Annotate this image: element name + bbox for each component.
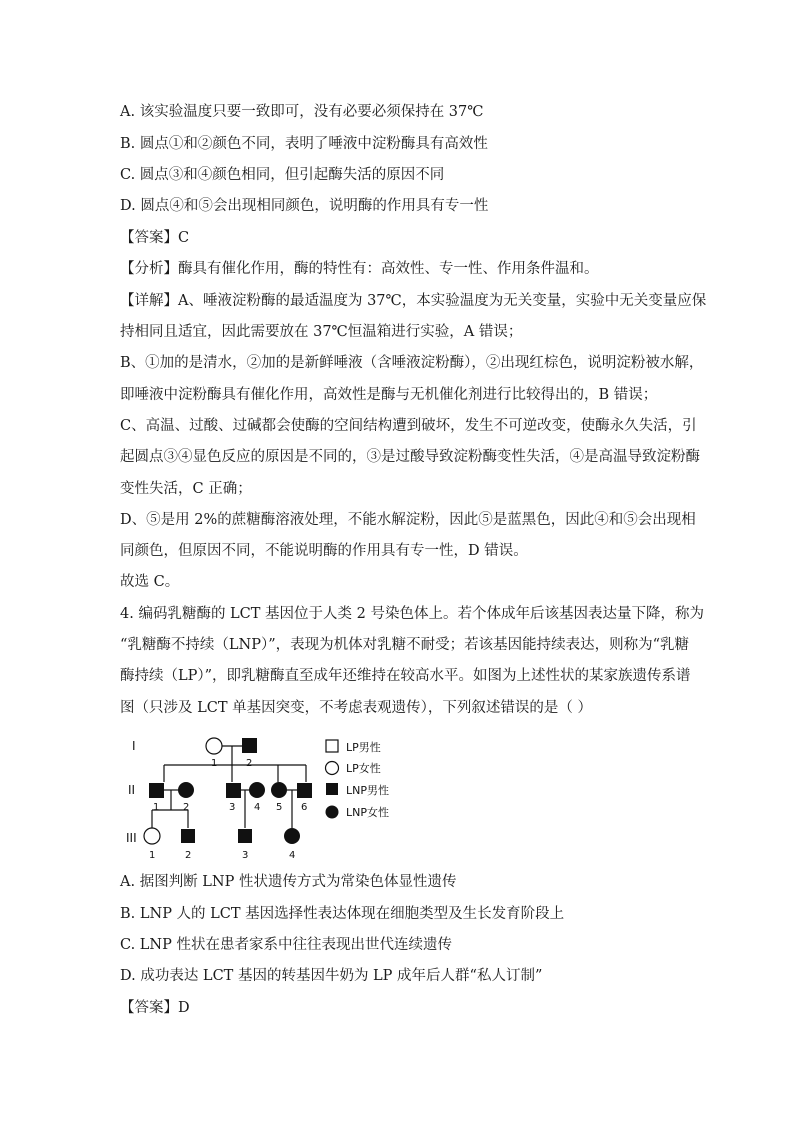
option-b: B. 圆点①和②颜色不同，表明了唾液中淀粉酶具有高效性 — [120, 136, 488, 152]
individual-number: 1 — [149, 850, 156, 861]
individual-number: 4 — [254, 802, 261, 813]
generation-label: II — [128, 783, 136, 797]
individual-number: 1 — [153, 802, 160, 813]
lnp-male-symbol — [149, 783, 164, 798]
question-4-option-b: B. LNP 人的 LCT 基因选择性表达体现在细胞类型及生长发育阶段上 — [120, 906, 565, 922]
explanation-line: 持相同且适宜，因此需要放在 37℃恒温箱进行实验，A 错误； — [120, 324, 523, 340]
explanation-line: D、⑤是用 2%的蔗糖酶溶液处理，不能水解淀粉，因此⑤是蓝黑色，因此④和⑤会出现相 — [120, 512, 696, 528]
legend-lp-female-label: LP女性 — [346, 762, 381, 775]
question-4-stem: 图（只涉及 LCT 单基因突变，不考虑表观遗传），下列叙述错误的是（ ） — [120, 700, 592, 716]
pedigree-chart — [120, 732, 420, 864]
individual-number: 2 — [183, 802, 190, 813]
question-4-stem: 酶持续（LP）”，即乳糖酶直至成年还维持在较高水平。如图为上述性状的某家族遗传系谱 — [120, 668, 691, 684]
lnp-female-symbol — [271, 782, 287, 798]
legend-lnp-female-label: LNP女性 — [346, 806, 389, 819]
question-4-option-d: D. 成功表达 LCT 基因的转基因牛奶为 LP 成年后人群“私人订制” — [120, 968, 543, 984]
generation-label: III — [126, 831, 137, 845]
legend-lnp-male-symbol — [326, 783, 338, 795]
explanation-line: 起圆点③④显色反应的原因是不同的，③是过酸导致淀粉酶变性失活，④是高温导致淀粉酶 — [120, 449, 700, 465]
explanation-line: 【详解】A、唾液淀粉酶的最适温度为 37℃，本实验温度为无关变量，实验中无关变量应保 — [120, 293, 707, 309]
legend-lp-male-label: LP男性 — [346, 741, 381, 754]
lnp-male-symbol — [297, 783, 312, 798]
explanation-line: 即唾液中淀粉酶具有催化作用，高效性是酶与无机催化剂进行比较得出的，B 错误； — [120, 387, 658, 403]
question-4-stem: “乳糖酶不持续（LNP）”，表现为机体对乳糖不耐受；若该基因能持续表达，则称为“乳糖 — [120, 637, 690, 653]
individual-number: 2 — [246, 758, 253, 769]
lnp-male-symbol — [226, 783, 241, 798]
explanation-line: 变性失活，C 正确； — [120, 481, 252, 497]
conclusion-line: 故选 C。 — [120, 574, 180, 590]
lnp-male-symbol — [242, 738, 257, 753]
individual-number: 1 — [211, 758, 218, 769]
question-4-option-a: A. 据图判断 LNP 性状遗传方式为常染色体显性遗传 — [120, 874, 457, 890]
individual-number: 3 — [242, 850, 249, 861]
option-d: D. 圆点④和⑤会出现相同颜色，说明酶的作用具有专一性 — [120, 198, 489, 214]
answer-line: 【答案】C — [120, 230, 190, 246]
legend-lp-male-symbol — [326, 740, 338, 752]
generation-label: I — [132, 739, 136, 753]
lnp-female-symbol — [284, 828, 300, 844]
explanation-line: C、高温、过酸、过碱都会使酶的空间结构遭到破坏，发生不可逆改变，使酶永久失活，引 — [120, 418, 697, 434]
lnp-male-symbol — [238, 829, 252, 843]
lp-female-symbol — [206, 738, 222, 754]
explanation-line: 同颜色，但原因不同，不能说明酶的作用具有专一性，D 错误。 — [120, 543, 528, 559]
explanation-line: B、①加的是清水，②加的是新鲜唾液（含唾液淀粉酶），②出现红棕色，说明淀粉被水解， — [120, 355, 704, 371]
question-4-stem: 4. 编码乳糖酶的 LCT 基因位于人类 2 号染色体上。若个体成年后该基因表达量下降，称为 — [120, 606, 704, 622]
legend-lp-female-symbol — [326, 762, 339, 775]
analysis-line: 【分析】酶具有催化作用，酶的特性有：高效性、专一性、作用条件温和。 — [120, 261, 599, 277]
lnp-female-symbol — [249, 782, 265, 798]
answer-line-2: 【答案】D — [120, 1000, 190, 1016]
option-a: A. 该实验温度只要一致即可，没有必要必须保持在 37℃ — [120, 104, 484, 120]
legend-lnp-female-symbol — [326, 806, 339, 819]
lp-female-symbol — [144, 828, 160, 844]
lnp-male-symbol — [181, 829, 195, 843]
question-4-option-c: C. LNP 性状在患者家系中往往表现出世代连续遗传 — [120, 937, 452, 953]
individual-number: 3 — [229, 802, 236, 813]
individual-number: 2 — [185, 850, 192, 861]
legend-lnp-male-label: LNP男性 — [346, 784, 389, 797]
individual-number: 6 — [301, 802, 308, 813]
individual-number: 5 — [276, 802, 283, 813]
option-c: C. 圆点③和④颜色相同，但引起酶失活的原因不同 — [120, 167, 445, 183]
lnp-female-symbol — [178, 782, 194, 798]
individual-number: 4 — [289, 850, 296, 861]
